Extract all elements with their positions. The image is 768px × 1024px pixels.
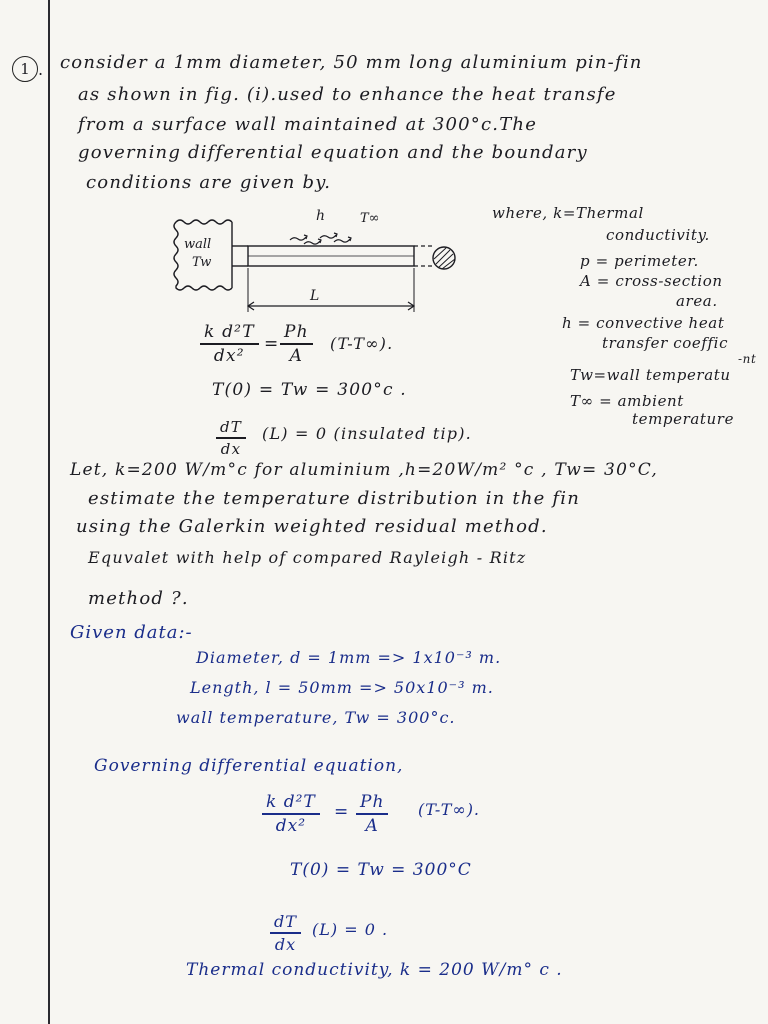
where-line-5: area. bbox=[676, 292, 718, 310]
where-line-6: h = convective heat bbox=[562, 314, 725, 332]
question-number: 1 bbox=[12, 56, 38, 82]
s-gde-rhs bbox=[356, 792, 388, 836]
q-bc1: T(0) = Tw = 300°c . bbox=[212, 380, 407, 400]
q-gde-lhs-num: k d²T bbox=[204, 322, 255, 342]
length-label: L bbox=[310, 288, 320, 304]
q-bc2-num: dT bbox=[220, 418, 243, 436]
given-data-heading: Given data:- bbox=[70, 622, 193, 643]
q-gde-rhs-tail: (T-T∞). bbox=[330, 334, 394, 353]
q-gde-rhs-num: Ph bbox=[284, 322, 309, 342]
where-line-7: transfer coeffic bbox=[602, 334, 729, 352]
s-bc1: T(0) = Tw = 300°C bbox=[290, 860, 472, 880]
fin-diagram bbox=[170, 208, 470, 318]
question-line-2: as shown in fig. (i).used to enhance the heat transfe bbox=[78, 84, 617, 105]
where-line-8: Tw=wall temperatu bbox=[570, 366, 731, 384]
given-wall-temp: wall temperature, Tw = 300°c. bbox=[176, 708, 456, 727]
where-line-10: temperature bbox=[632, 410, 735, 428]
q-bc2-tail: (L) = 0 (insulated tip). bbox=[262, 424, 472, 443]
given-conductivity: Thermal conductivity, k = 200 W/m° c . bbox=[186, 960, 563, 980]
s-gde-rhs-den: A bbox=[365, 815, 379, 836]
s-bc2-frac bbox=[270, 912, 301, 954]
question-line-3: from a surface wall maintained at 300°c.The bbox=[78, 114, 538, 135]
h-label: h bbox=[316, 208, 326, 224]
where-line-7b: -nt bbox=[738, 352, 757, 366]
convection-arrows bbox=[290, 233, 351, 244]
task-line-5: method ?. bbox=[88, 588, 189, 609]
q-bc2-frac bbox=[216, 418, 246, 458]
wall-label: wall bbox=[184, 237, 212, 252]
s-gde-rhs-num: Ph bbox=[360, 792, 385, 812]
s-gde-rhs-tail: (T-T∞). bbox=[418, 800, 481, 819]
margin-line bbox=[48, 0, 50, 1024]
gde-heading: Governing differential equation, bbox=[94, 756, 404, 776]
q-bc2-den: dx bbox=[220, 439, 242, 458]
s-gde-lhs-num: k d²T bbox=[266, 792, 316, 812]
wall-temp-label: Tw bbox=[192, 255, 212, 270]
where-line-1: where, k=Thermal bbox=[492, 204, 644, 222]
where-line-3: p = perimeter. bbox=[580, 252, 699, 270]
s-bc2-tail: (L) = 0 . bbox=[312, 920, 389, 939]
q-gde-rhs-den: A bbox=[289, 345, 304, 366]
where-line-4: A = cross-section bbox=[580, 272, 723, 290]
q-gde-eq: = bbox=[264, 334, 280, 354]
s-gde-eq: = bbox=[334, 802, 350, 822]
where-line-9: T∞ = ambient bbox=[570, 392, 684, 410]
s-bc2-den: dx bbox=[274, 934, 297, 954]
task-line-3: using the Galerkin weighted residual method. bbox=[76, 516, 548, 537]
question-line-5: conditions are given by. bbox=[86, 172, 332, 193]
where-line-2: conductivity. bbox=[606, 226, 710, 244]
s-gde-lhs bbox=[262, 792, 320, 836]
s-gde-lhs-den: dx² bbox=[275, 815, 307, 836]
given-length: Length, l = 50mm => 50x10⁻³ m. bbox=[190, 678, 494, 697]
question-number-dot: . bbox=[38, 60, 44, 79]
q-gde-rhs bbox=[280, 322, 313, 366]
task-line-2: estimate the temperature distribution in the fin bbox=[88, 488, 581, 509]
q-gde-lhs bbox=[200, 322, 259, 366]
task-line-4: Equvalet with help of compared Rayleigh - Ritz bbox=[88, 548, 527, 567]
task-line-1: Let, k=200 W/m°c for aluminium ,h=20W/m² °c , Tw= 30°C, bbox=[70, 460, 658, 480]
question-line-4: governing differential equation and the boundary bbox=[78, 142, 588, 163]
q-gde-lhs-den: dx² bbox=[213, 345, 245, 366]
tinf-label: T∞ bbox=[360, 211, 380, 226]
question-line-1: consider a 1mm diameter, 50 mm long aluminium pin-fin bbox=[60, 52, 643, 73]
s-bc2-num: dT bbox=[274, 912, 297, 931]
given-diameter: Diameter, d = 1mm => 1x10⁻³ m. bbox=[196, 648, 502, 667]
